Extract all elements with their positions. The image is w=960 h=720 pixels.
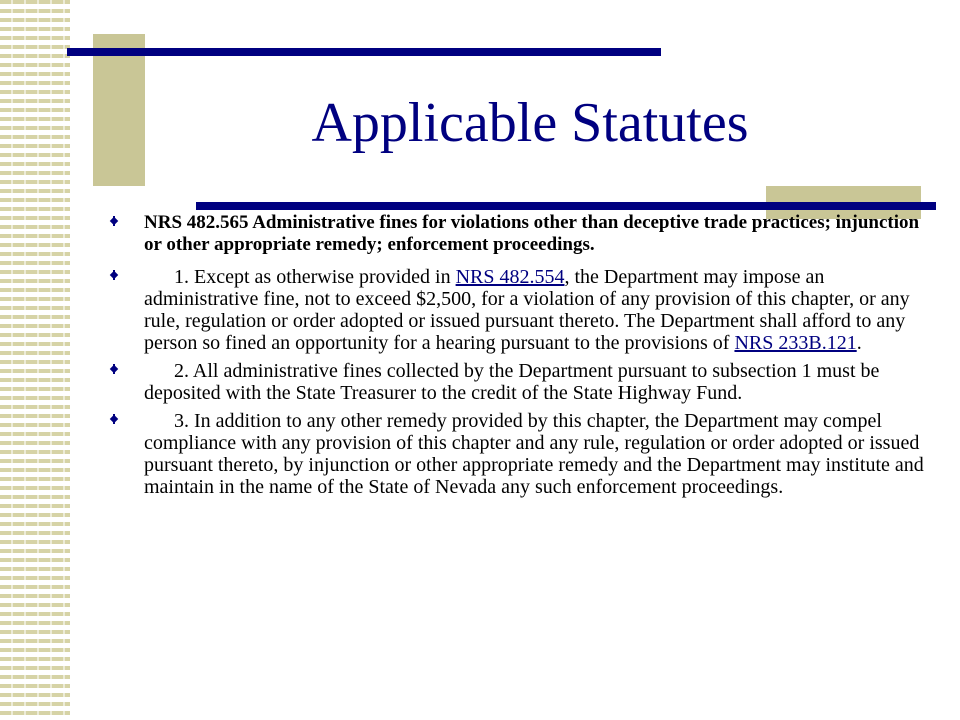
paragraph-text: . (856, 332, 862, 354)
indent (144, 410, 174, 432)
decorative-block-left (93, 34, 145, 186)
list-item (104, 360, 924, 404)
list-item (104, 212, 924, 256)
indent (144, 360, 174, 382)
statute-link[interactable]: NRS 482.554 (455, 266, 565, 288)
paragraph-text: 2. All administrative fines collected by the Department pursuant to subsection 1 must be deposited with the State Treasurer to the credit of the State Highway Fund. (144, 360, 880, 404)
title-rule-top (67, 48, 661, 56)
diamond-bullet-icon (110, 271, 120, 281)
paragraph-text: 3. In addition to any other remedy provided by this chapter, the Department may compel compliance with any provision of this chapter and any rule, regulation or order adopted or issued pursuant thereto, by injunction or other appropriate remedy and the Department may institute and maintain in the name of the State of Nevada any such enforcement proceedings. (144, 410, 924, 498)
decorative-stripe-band (0, 0, 70, 720)
indent (144, 266, 174, 288)
title-rule-bottom (196, 202, 936, 210)
statute-heading: NRS 482.565 Administrative fines for violations other than deceptive trade practices; injunction or other appropriate remedy; enforcement proceedings. (144, 212, 920, 255)
diamond-bullet-icon (110, 415, 120, 425)
paragraph-text: 1. Except as otherwise provided in (174, 266, 456, 288)
statute-link[interactable]: NRS 233B.121 (734, 332, 857, 354)
statute-content (104, 212, 924, 504)
diamond-bullet-icon (110, 217, 120, 227)
diamond-bullet-icon (110, 365, 120, 375)
paragraph-text: , the Department may impose an administrative fine, not to exceed $2,500, for a violation of any provision of this chapter, or any rule, regulation or order adopted or issued pursuant thereto. The Department shall afford to any person so fined an opportunity for a hearing pursuant to the provisions of (144, 266, 910, 354)
slide-title: Applicable Statutes (311, 92, 749, 154)
list-item (104, 266, 924, 354)
list-item (104, 410, 924, 498)
